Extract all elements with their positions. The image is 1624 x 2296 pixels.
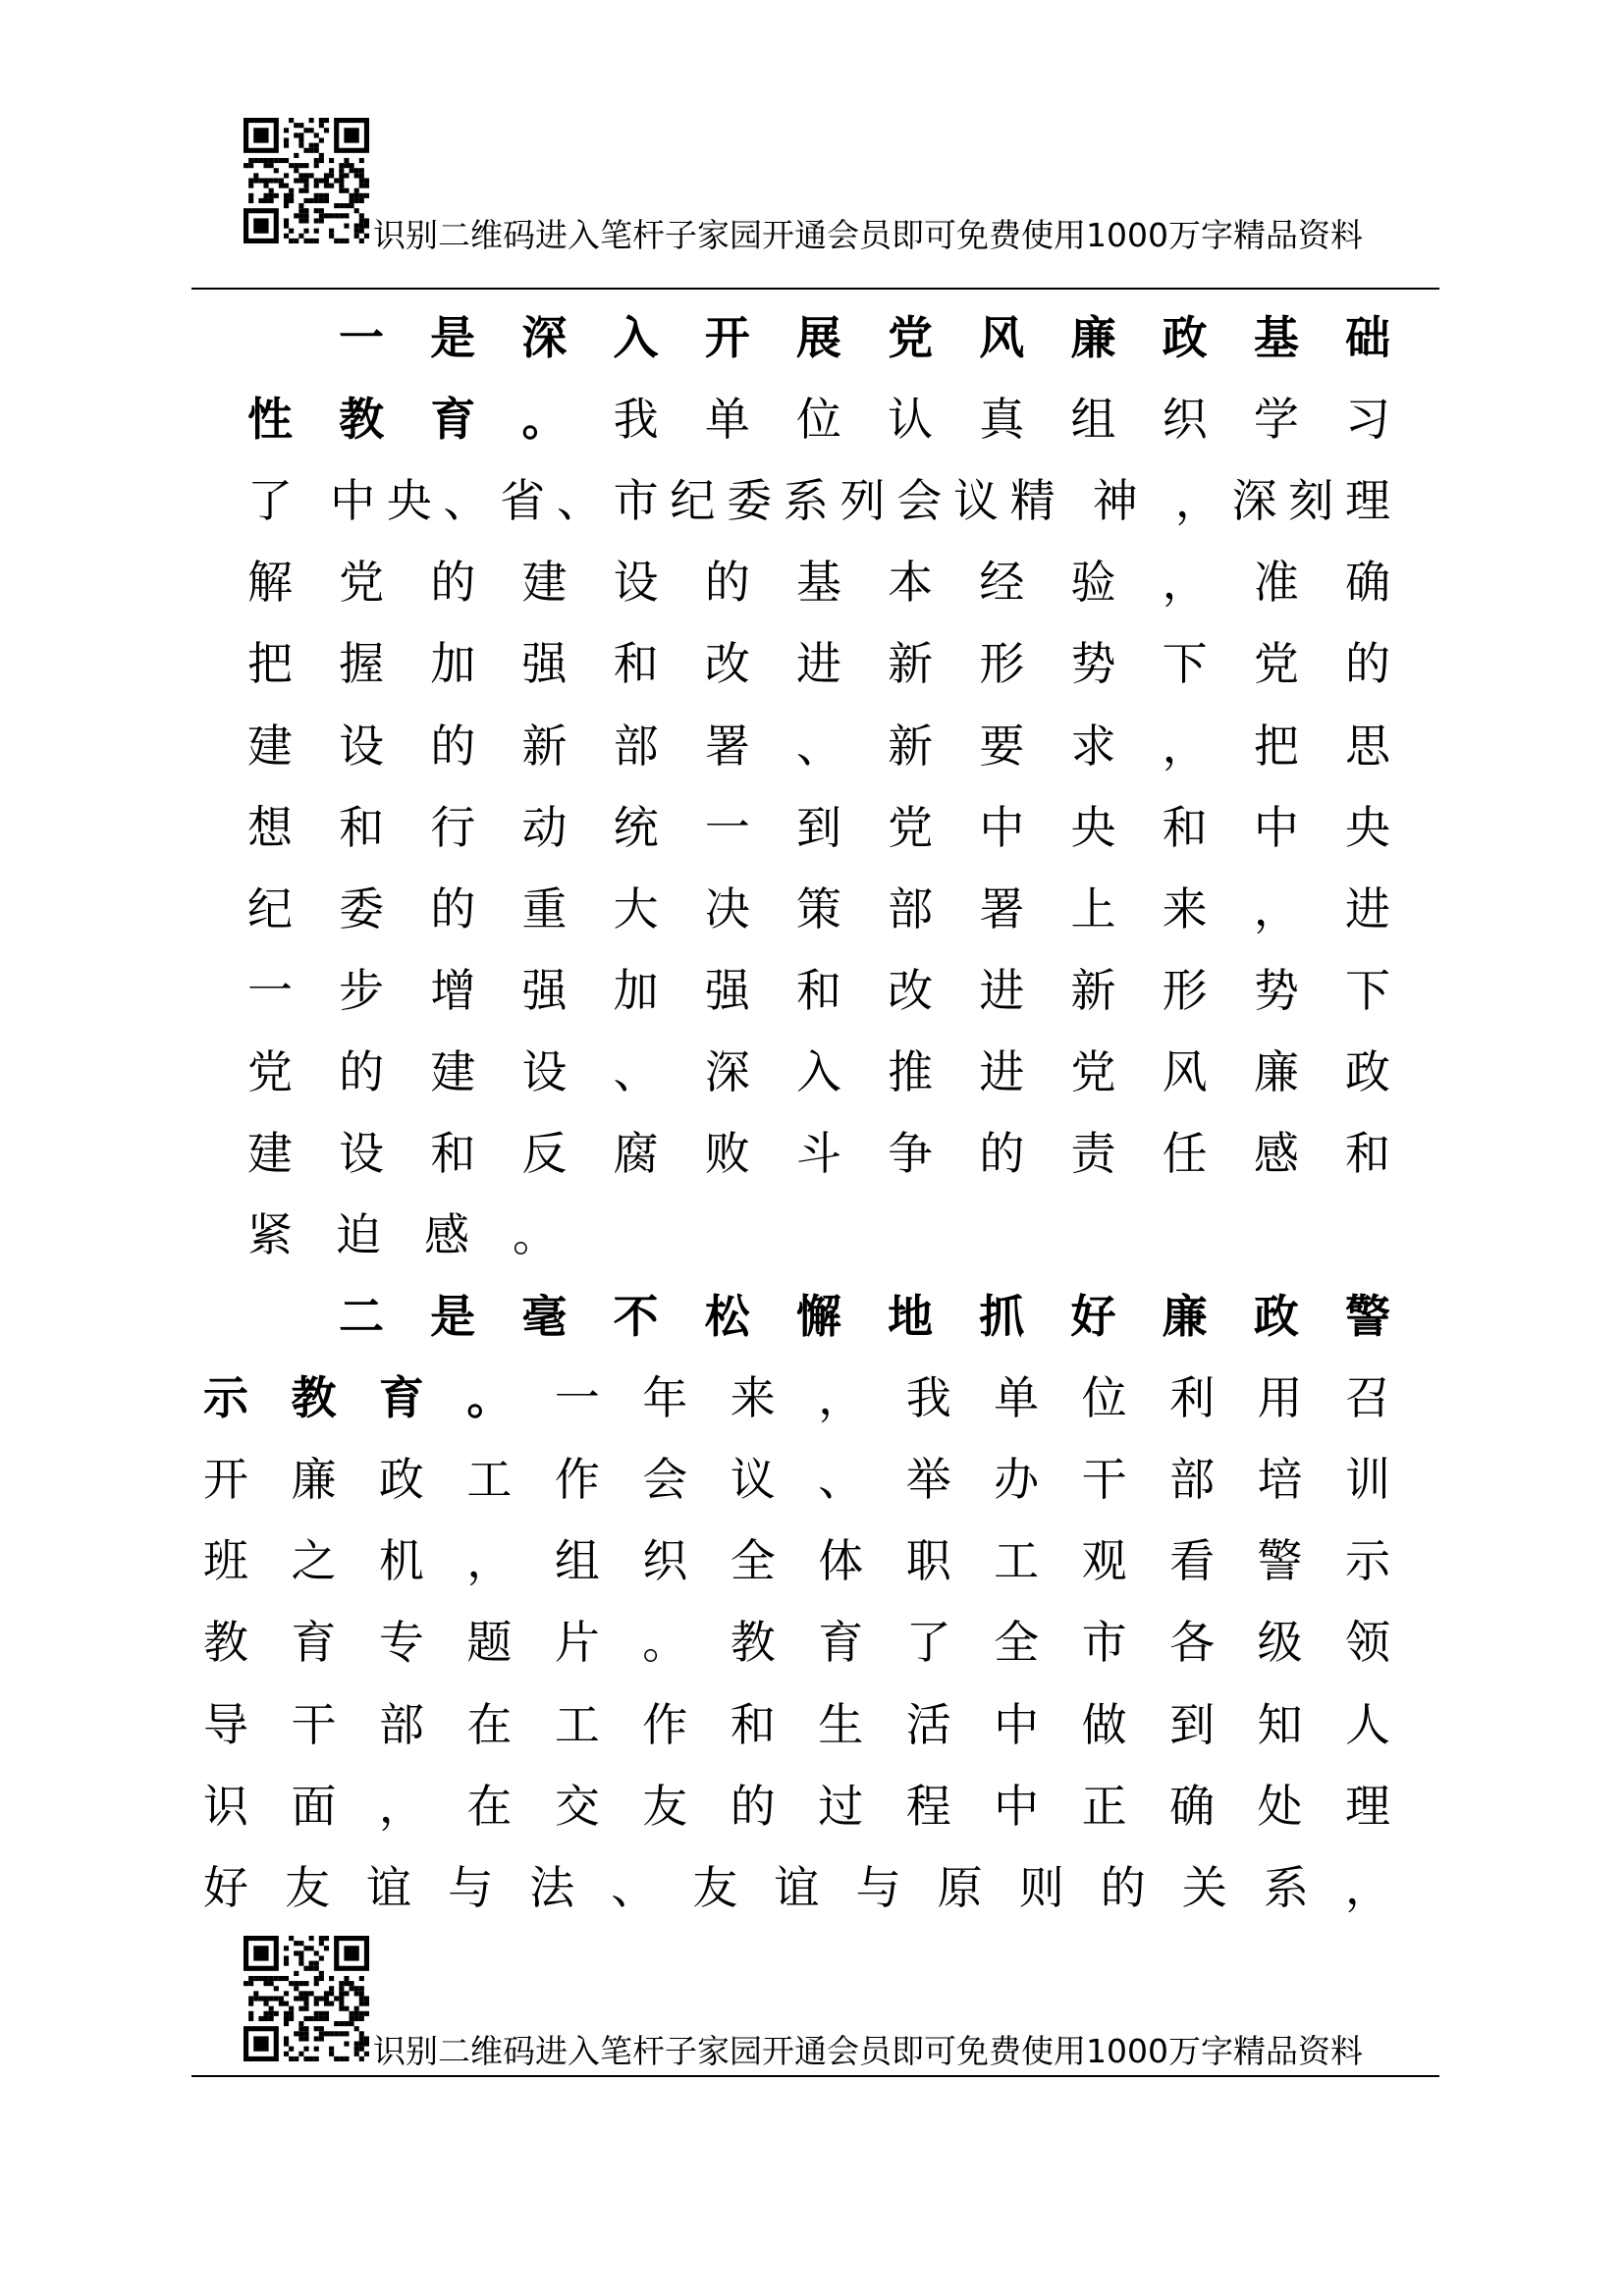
bold-run: 示教育。 [203, 1371, 555, 1425]
qr-code-icon [244, 1936, 369, 2061]
text-line: 紧迫感。 [247, 1208, 601, 1262]
footer-promo-text: 识别二维码进入笔杆子家园开通会员即可免费使用1000万字精品资料 [373, 2032, 1363, 2070]
text-line: 解党的建设的基本经验，准确 [247, 556, 1390, 610]
text-line: 好友谊与法、友谊与原则的关系， [203, 1860, 1390, 1914]
footer-divider [191, 2075, 1439, 2077]
text-line: 性教育。我单位认真组织学习 [247, 393, 1391, 447]
text-line: 建设和反腐败斗争的责任感和 [247, 1127, 1390, 1180]
header-divider [191, 288, 1439, 290]
paragraph-heading: 一是深入开展党风廉政基础 [339, 311, 1390, 364]
text-line: 党的建设、深入推进党风廉政 [247, 1044, 1390, 1098]
qr-code-icon [244, 118, 369, 243]
text-line: 了 中央、省、市纪委系列会议精 神 ，深刻理 [247, 474, 1390, 528]
paragraph-heading: 二是毫不松懈地抓好廉政警 [339, 1290, 1390, 1343]
text-line: 开廉政工作会议、举办干部培训 [203, 1453, 1390, 1507]
text-line: 导干部在工作和生活中做到知人 [203, 1697, 1390, 1751]
bold-run: 性教育。 [247, 393, 614, 447]
text-line: 班之机，组织全体职工观看警示 [203, 1534, 1390, 1588]
text-line: 把握加强和改进新形势下党的 [247, 637, 1390, 691]
text-line: 纪委的重大决策部署上来，进 [247, 881, 1390, 935]
text-line: 教育专题片。教育了全市各级领 [203, 1616, 1390, 1670]
text-line: 识面，在交友的过程中正确处理 [203, 1779, 1390, 1833]
text-line: 示教育。一年来，我单位利用召 [203, 1371, 1391, 1425]
text-line: 一步增强加强和改进新形势下 [247, 963, 1390, 1017]
text-line: 建设的新部署、新要求，把思 [247, 719, 1390, 773]
text-line: 想和行动统一到党中央和中央 [247, 800, 1390, 854]
header-promo-text: 识别二维码进入笔杆子家园开通会员即可免费使用1000万字精品资料 [373, 216, 1363, 254]
